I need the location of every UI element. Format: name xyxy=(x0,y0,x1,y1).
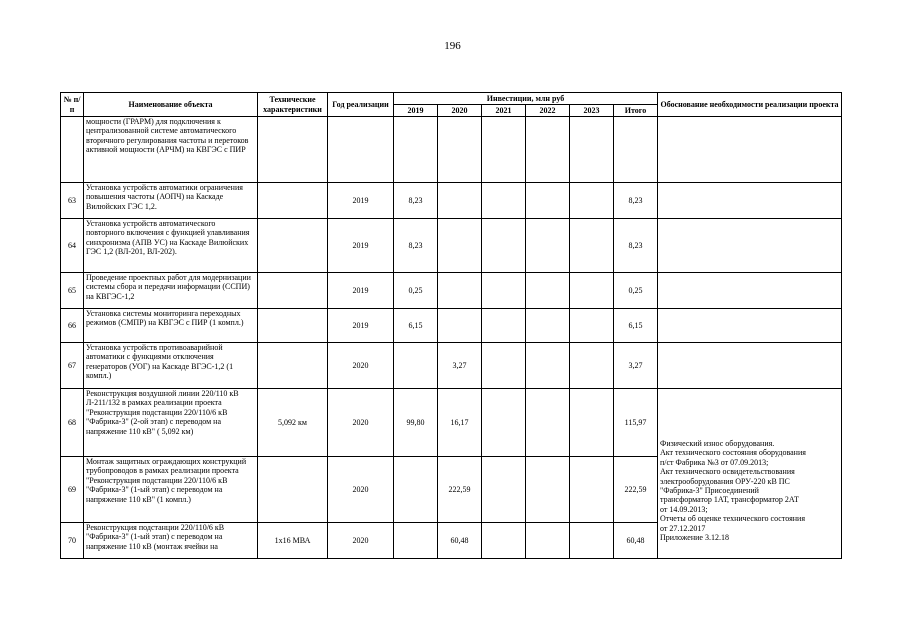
justification-cell xyxy=(658,343,842,389)
header-row-1 xyxy=(61,93,842,105)
investment-y2021 xyxy=(482,309,526,343)
justification-line: Физический износ оборудования. xyxy=(660,439,775,448)
table-row xyxy=(61,219,842,273)
investment-y2020: 3,27 xyxy=(438,343,482,389)
table-row xyxy=(61,273,842,309)
investment-y2023 xyxy=(570,309,614,343)
tech-characteristics xyxy=(258,117,328,183)
row-number: 70 xyxy=(61,523,84,559)
object-name: мощности (ГРАРМ) для подключения к централизованной системе автоматического вторичного регулирования частоты и перетоков активной мощности (АРЧМ) на КВГЭС с ПИР xyxy=(84,117,258,183)
header-tech: Технические характеристики xyxy=(258,93,328,117)
investment-y2021 xyxy=(482,219,526,273)
investment-y2020 xyxy=(438,309,482,343)
justification-line: трансформатор 1АТ, трансформатор 2АТ xyxy=(660,495,799,505)
table-row xyxy=(61,183,842,219)
investment-y2019 xyxy=(394,523,438,559)
implementation-year: 2020 xyxy=(328,343,394,389)
investment-total: 3,27 xyxy=(614,343,658,389)
investment-y2019 xyxy=(394,457,438,523)
header-2019: 2019 xyxy=(394,105,438,117)
row-number: 69 xyxy=(61,457,84,523)
object-name: Реконструкция воздушной линии 220/110 кВ Л-211/132 в рамках реализации проекта "Реконструкция подстанции 220/110/6 кВ "Фабрика-3" (2-ой этап) с переводом на напряжение 110 кВ" ( 5,092 км) xyxy=(84,389,258,457)
tech-characteristics xyxy=(258,183,328,219)
investment-y2022 xyxy=(526,183,570,219)
investment-y2020: 16,17 xyxy=(438,389,482,457)
row-number: 65 xyxy=(61,273,84,309)
implementation-year xyxy=(328,117,394,183)
implementation-year: 2020 xyxy=(328,389,394,457)
header-no: № п/п xyxy=(61,93,84,117)
investment-total: 6,15 xyxy=(614,309,658,343)
justification-line: электрооборудования ОРУ-220 кВ ПС xyxy=(660,476,790,486)
header-total: Итого xyxy=(614,105,658,117)
object-name: Установка устройств противоаварийной автоматики с функциями отключения генераторов (УОГ) на Каскаде ВГЭС-1,2 (1 компл.) xyxy=(84,343,258,389)
investment-y2020 xyxy=(438,273,482,309)
object-name: Проведение проектных работ для модернизации системы сбора и передачи информации (ССПИ) на КВГЭС-1,2 xyxy=(84,273,258,309)
table-row xyxy=(61,389,842,457)
row-number: 68 xyxy=(61,389,84,457)
header-name: Наименование объекта xyxy=(84,93,258,117)
justification-cell xyxy=(658,219,842,273)
justification-line: "Фабрика-3" Присоединений xyxy=(660,486,759,496)
investment-y2020: 60,48 xyxy=(438,523,482,559)
investment-y2022 xyxy=(526,219,570,273)
tech-characteristics xyxy=(258,273,328,309)
investment-y2021 xyxy=(482,117,526,183)
investment-y2019: 0,25 xyxy=(394,273,438,309)
investment-y2023 xyxy=(570,389,614,457)
implementation-year: 2020 xyxy=(328,457,394,523)
investment-y2020 xyxy=(438,117,482,183)
table-row xyxy=(61,343,842,389)
header-year: Год реализации xyxy=(328,93,394,117)
investment-y2021 xyxy=(482,183,526,219)
investment-y2021 xyxy=(482,457,526,523)
justification-line: от 27.12.2017 xyxy=(660,523,706,533)
row-number xyxy=(61,117,84,183)
investment-total: 115,97 xyxy=(614,389,658,457)
implementation-year: 2019 xyxy=(328,219,394,273)
tech-characteristics: 5,092 км xyxy=(258,389,328,457)
investment-y2021 xyxy=(482,523,526,559)
implementation-year: 2020 xyxy=(328,523,394,559)
tech-characteristics xyxy=(258,343,328,389)
tech-characteristics xyxy=(258,219,328,273)
implementation-year: 2019 xyxy=(328,183,394,219)
investment-y2023 xyxy=(570,273,614,309)
investment-total xyxy=(614,117,658,183)
tech-characteristics xyxy=(258,309,328,343)
investment-y2020 xyxy=(438,183,482,219)
object-name: Установка устройств автоматического повторного включения с функцией улавливания синхронизма (АПВ УС) на Каскаде Вилюйских ГЭС 1,2 (ВЛ-201, ВЛ-202). xyxy=(84,219,258,273)
investment-y2022 xyxy=(526,389,570,457)
justification-cell xyxy=(658,309,842,343)
investment-y2021 xyxy=(482,273,526,309)
justification-line: Акт технического состояния оборудования xyxy=(660,448,806,458)
investment-total: 0,25 xyxy=(614,273,658,309)
header-investments: Инвестиции, млн руб xyxy=(394,93,658,105)
investment-y2023 xyxy=(570,117,614,183)
investment-y2022 xyxy=(526,457,570,523)
row-number: 63 xyxy=(61,183,84,219)
investment-y2021 xyxy=(482,343,526,389)
object-name: Установка системы мониторинга переходных режимов (СМПР) на КВГЭС с ПИР (1 компл.) xyxy=(84,309,258,343)
implementation-year: 2019 xyxy=(328,273,394,309)
investment-y2023 xyxy=(570,183,614,219)
implementation-year: 2019 xyxy=(328,309,394,343)
justification-line: Приложение 3.12.18 xyxy=(660,533,729,543)
investment-y2022 xyxy=(526,273,570,309)
investment-y2023 xyxy=(570,457,614,523)
investment-y2022 xyxy=(526,523,570,559)
header-2023: 2023 xyxy=(570,105,614,117)
investment-y2019 xyxy=(394,343,438,389)
investment-y2023 xyxy=(570,343,614,389)
tech-characteristics xyxy=(258,457,328,523)
justification-text xyxy=(658,389,842,559)
header-2020: 2020 xyxy=(438,105,482,117)
justification-cell xyxy=(658,117,842,183)
page-number: 196 xyxy=(444,40,461,52)
tech-characteristics: 1х16 МВА xyxy=(258,523,328,559)
justification-line: Акт технического освидетельствования xyxy=(660,467,795,477)
investment-y2023 xyxy=(570,523,614,559)
object-name: Установка устройств автоматики ограничения повышения частоты (АОПЧ) на Каскаде Вилюйских ГЭС 1,2. xyxy=(84,183,258,219)
investment-y2020: 222,59 xyxy=(438,457,482,523)
table-row xyxy=(61,309,842,343)
investment-total: 8,23 xyxy=(614,219,658,273)
investment-y2022 xyxy=(526,117,570,183)
justification-cell xyxy=(658,273,842,309)
row-number: 64 xyxy=(61,219,84,273)
justification-line: от 14.09.2013; xyxy=(660,504,708,514)
investment-y2019: 8,23 xyxy=(394,183,438,219)
row-number: 66 xyxy=(61,309,84,343)
investment-total: 8,23 xyxy=(614,183,658,219)
investment-y2022 xyxy=(526,309,570,343)
investment-table xyxy=(60,92,842,559)
investment-y2019: 99,80 xyxy=(394,389,438,457)
row-number: 67 xyxy=(61,343,84,389)
header-2021: 2021 xyxy=(482,105,526,117)
object-name: Реконструкция подстанции 220/110/6 кВ "Фабрика-3" (1-ый этап) с переводом на напряжение 110 кВ (монтаж ячейки на xyxy=(84,523,258,559)
object-name: Монтаж защитных ограждающих конструкций трубопроводов в рамках реализации проекта "Реконструкция подстанции 220/110/6 кВ "Фабрика-3" (1-ый этап) с переводом на напряжение 110 кВ" (1 компл.) xyxy=(84,457,258,523)
investment-total: 222,59 xyxy=(614,457,658,523)
investment-y2020 xyxy=(438,219,482,273)
investment-y2022 xyxy=(526,343,570,389)
investment-y2019 xyxy=(394,117,438,183)
header-justification: Обоснование необходимости реализации проекта xyxy=(658,93,842,117)
header-2022: 2022 xyxy=(526,105,570,117)
justification-cell xyxy=(658,183,842,219)
investment-y2019: 8,23 xyxy=(394,219,438,273)
investment-y2021 xyxy=(482,389,526,457)
investment-total: 60,48 xyxy=(614,523,658,559)
table-row xyxy=(61,117,842,183)
investment-y2023 xyxy=(570,219,614,273)
investment-y2019: 6,15 xyxy=(394,309,438,343)
justification-line: Отчеты об оценке технического состояния xyxy=(660,514,805,524)
justification-line: п/ст Фабрика №3 от 07.09.2013; xyxy=(660,457,769,467)
